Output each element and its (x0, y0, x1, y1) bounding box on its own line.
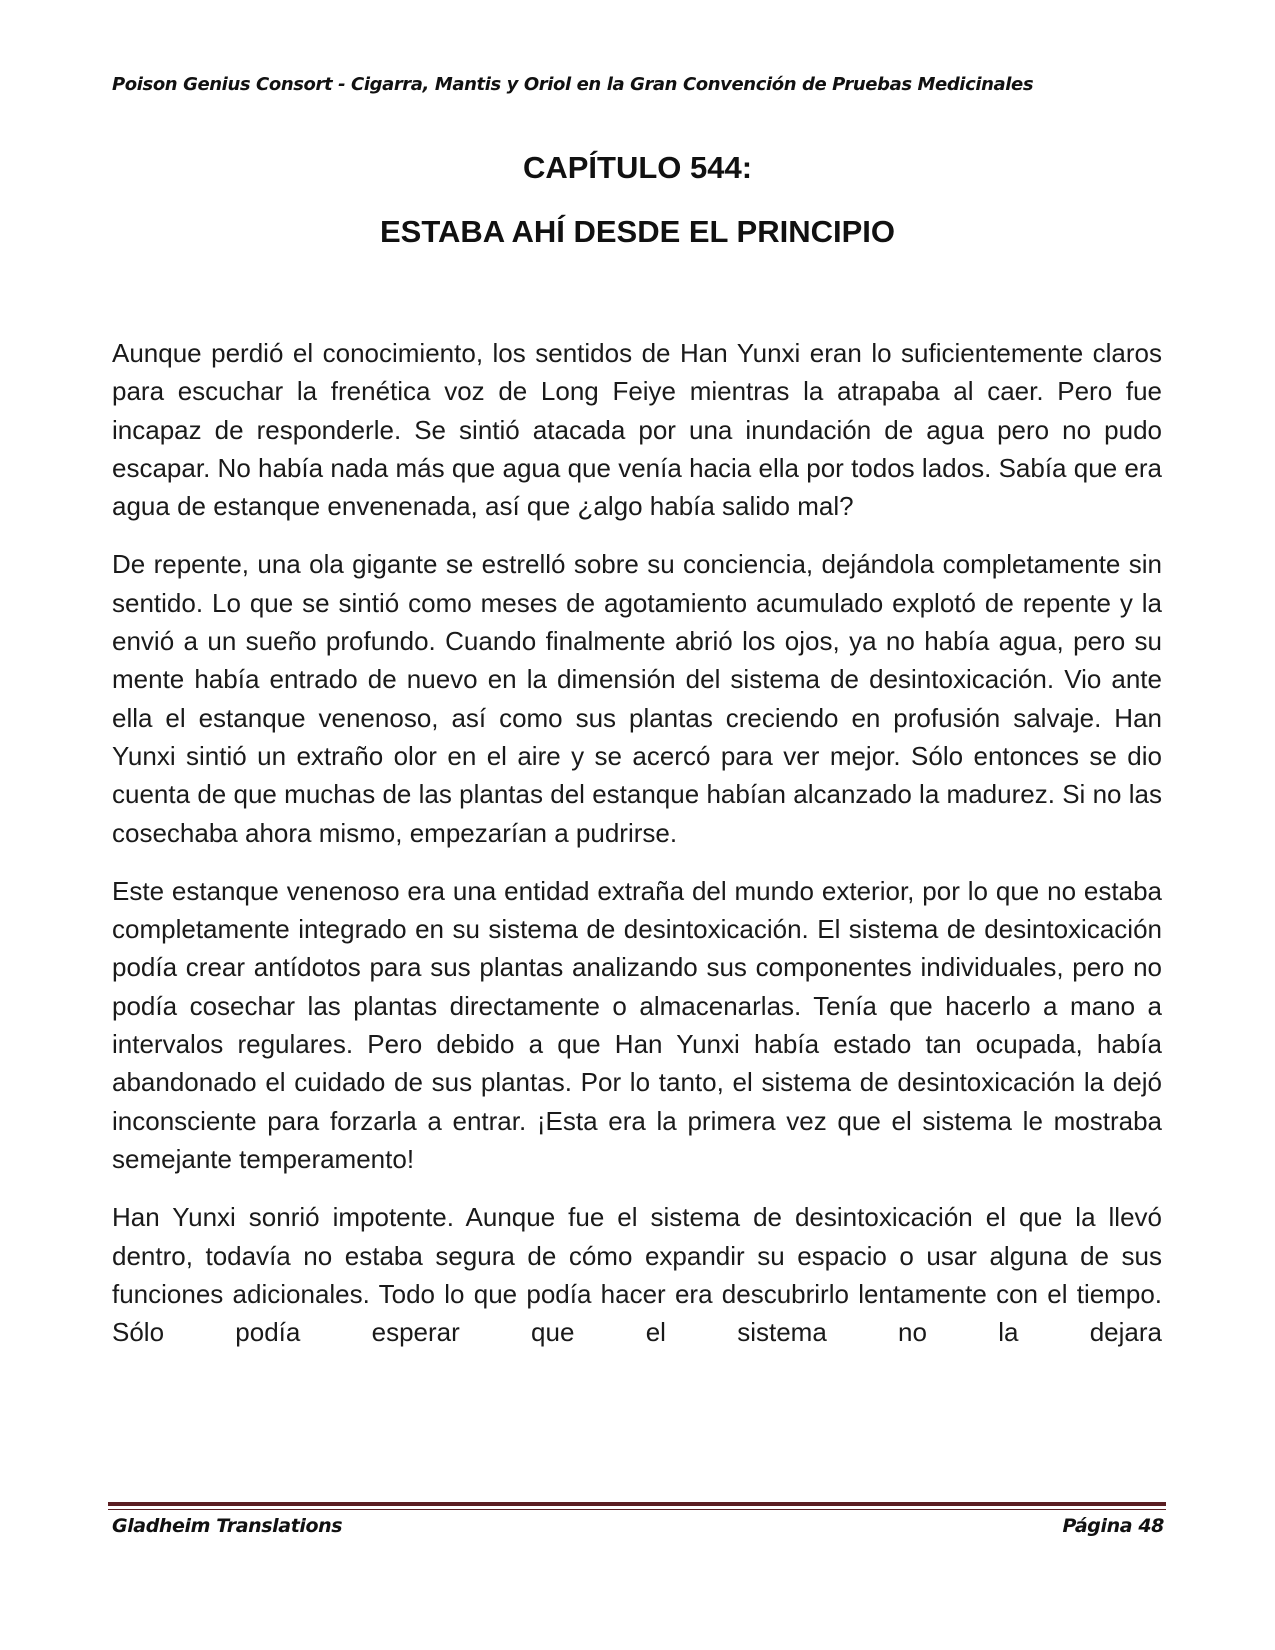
paragraph-1: Aunque perdió el conocimiento, los sentidos de Han Yunxi eran lo suficientemente claros para escuchar la frenética voz de Long Feiye mientras la atrapaba al caer. Pero fue incapaz de responderle. Se sintió atacada por una inundación de agua pero no pudo escapar. No había nada más que agua que venía hacia ella por todos lados. Sabía que era agua de estanque envenenada, así que ¿algo había salido mal? (112, 338, 1162, 522)
paragraph-2: De repente, una ola gigante se estrelló sobre su conciencia, dejándola completamente sin sentido. Lo que se sintió como meses de agotamiento acumulado explotó de repente y la envió a un sueño profundo. Cuando finalmente abrió los ojos, ya no había agua, pero su mente había entrado de nuevo en la dimensión del sistema de desintoxicación. Vio ante ella el estanque venenoso, así como sus plantas creciendo en profusión salvaje. Han Yunxi sintió un extraño olor en el aire y se acercó para ver mejor. Sólo entonces se dio cuenta de que muchas de las plantas del estanque habían alcanzado la madurez. Si no las cosechaba ahora mismo, empezarían a pudrirse. (112, 549, 1162, 848)
footer-publisher: Gladheim Translations (112, 1515, 343, 1537)
running-header: Poison Genius Consort - Cigarra, Mantis y Oriol en la Gran Convención de Pruebas Medicinales (112, 74, 1034, 95)
chapter-title: ESTABA AHÍ DESDE EL PRINCIPIO (379, 214, 895, 249)
footer-rule (108, 1502, 1166, 1506)
footer-rule-thin (108, 1509, 1166, 1510)
paragraph-3: Este estanque venenoso era una entidad extraña del mundo exterior, por lo que no estaba completamente integrado en su sistema de desintoxicación. El sistema de desintoxicación podía crear antídotos para sus plantas analizando sus componentes individuales, pero no podía cosechar las plantas directamente o almacenarlas. Tenía que hacerlo a mano a intervalos regulares. Pero debido a que Han Yunxi había estado tan ocupada, había abandonado el cuidado de sus plantas. Por lo tanto, el sistema de desintoxicación la dejó inconsciente para forzarla a entrar. ¡Esta era la primera vez que el sistema le mostraba semejante temperamento! (112, 875, 1162, 1174)
paragraph-4: Han Yunxi sonrió impotente. Aunque fue el sistema de desintoxicación el que la llevó dentro, todavía no estaba segura de cómo expandir su espacio o usar alguna de sus funciones adicionales. Todo lo que podía hacer era descubrirlo lentamente con el tiempo. Sólo podía esperar que el sistema no la dejara (112, 1202, 1162, 1348)
footer-page-number: Página 48 (1062, 1515, 1164, 1537)
body-text (112, 334, 1162, 1351)
chapter-number: CAPÍTULO 544: (522, 150, 753, 185)
